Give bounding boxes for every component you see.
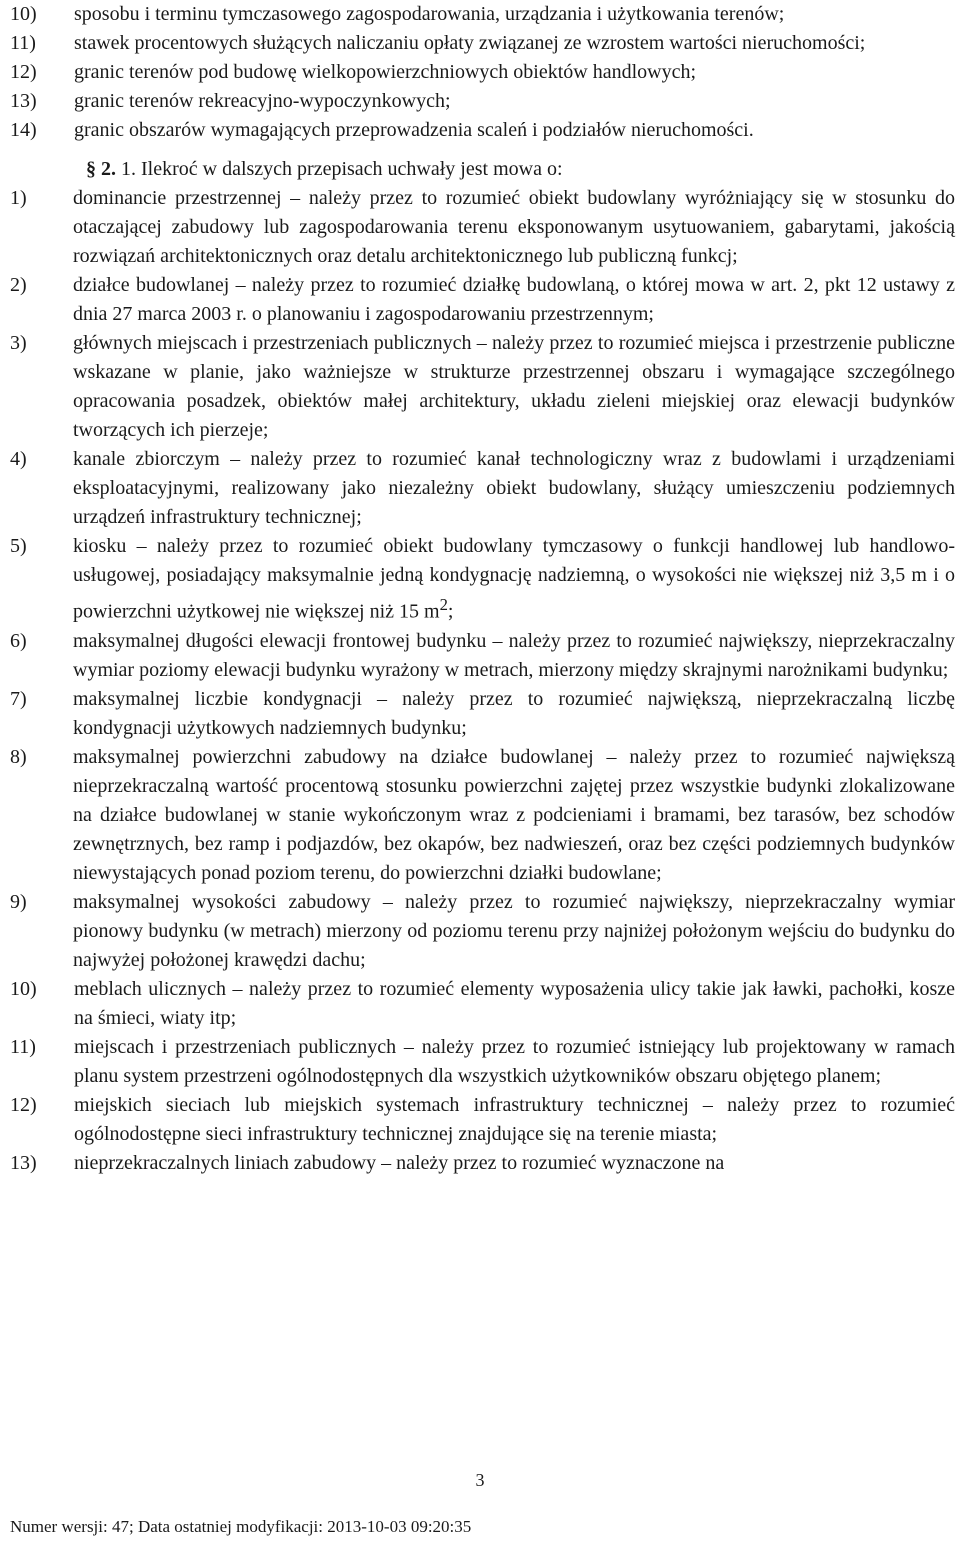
list-item — [10, 271, 955, 329]
list-item — [10, 58, 955, 87]
item-number: 7) — [10, 687, 27, 710]
item-number: 12) — [10, 1093, 37, 1116]
item-number: 3) — [10, 332, 27, 354]
item-number: 11) — [10, 1035, 36, 1058]
item-number: 8) — [10, 745, 27, 768]
superscript: 2 — [439, 595, 448, 614]
item-number: 10) — [10, 3, 37, 25]
item-text: granic obszarów wymagających przeprowadzenia scaleń i podziałów nieruchomości. — [74, 119, 754, 141]
item-text-end: ; — [447, 600, 454, 623]
item-text-wrapper — [73, 532, 955, 627]
list-item — [10, 87, 955, 116]
document-page — [10, 0, 955, 1178]
list-item — [10, 685, 955, 743]
list-item — [10, 29, 955, 58]
list-item — [10, 1149, 955, 1178]
list-item — [10, 975, 955, 1033]
item-number: 14) — [10, 119, 37, 141]
item-text: maksymalnej wysokości zabudowy – należy przez to rozumieć największy, nieprzekraczalny wymiar pionowy budynku (w metrach) mierzony od poziomu terenu przy najniżej położonym wejściu do budynku do najwyżej położonej krawędzi dachu; — [73, 890, 955, 971]
list-item — [10, 184, 955, 271]
item-number: 13) — [10, 1151, 37, 1174]
section-number: § 2. — [86, 158, 116, 180]
item-text: kanale zbiorczym – należy przez to rozumieć kanał technologiczny wraz z budowlami i urządzeniami eksploatacyjnymi, realizowany jako niezależny obiekt budowlany, służący umieszczeniu podziemnych urządzeń infrastruktury technicznej; — [73, 448, 955, 528]
item-text: sposobu i terminu tymczasowego zagospodarowania, urządzania i użytkowania terenów; — [74, 3, 785, 25]
version-footer: Numer wersji: 47; Data ostatniej modyfikacji: 2013-10-03 09:20:35 — [10, 1517, 472, 1536]
item-number: 6) — [10, 629, 27, 652]
list-item — [10, 888, 955, 975]
item-number: 4) — [10, 448, 27, 470]
item-text: miejscach i przestrzeniach publicznych – należy przez to rozumieć istniejący lub projektowany w ramach planu system przestrzeni ogólnodostępnych dla wszystkich użytkowników obszaru objętego planem; — [74, 1035, 955, 1087]
item-text: granic terenów pod budowę wielkopowierzchniowych obiektów handlowych; — [74, 61, 697, 83]
item-number: 5) — [10, 535, 27, 557]
section-heading — [10, 155, 955, 184]
item-text: działce budowlanej – należy przez to rozumieć działkę budowlaną, o której mowa w art. 2, pkt 12 ustawy z dnia 27 marca 2003 r. o planowaniu i zagospodarowaniu przestrzennym; — [73, 274, 955, 325]
item-number: 11) — [10, 32, 36, 54]
item-text: miejskich sieciach lub miejskich systemach infrastruktury technicznej – należy przez to rozumieć ogólnodostępne sieci infrastruktury technicznej znajdujące się na terenie miasta; — [74, 1093, 955, 1145]
list-item — [10, 329, 955, 445]
item-text: maksymalnej liczbie kondygnacji – należy przez to rozumieć największą, nieprzekraczalną liczbę kondygnacji użytkowych nadziemnych budynku; — [73, 687, 955, 739]
list-item — [10, 0, 955, 29]
list-item — [10, 445, 955, 532]
item-number: 13) — [10, 90, 37, 112]
item-text: nieprzekraczalnych liniach zabudowy – należy przez to rozumieć wyznaczone na — [74, 1151, 725, 1174]
item-number: 10) — [10, 977, 37, 1000]
list-item — [10, 627, 955, 685]
section-lead: 1. Ilekroć w dalszych przepisach uchwały jest mowa o: — [121, 158, 563, 180]
item-text: meblach ulicznych – należy przez to rozumieć elementy wyposażenia ulicy takie jak ławki, pachołki, kosze na śmieci, wiaty itp; — [74, 977, 955, 1029]
list-item — [10, 1091, 955, 1149]
continuation-list — [10, 0, 955, 145]
item-text: maksymalnej powierzchni zabudowy na działce budowlanej – należy przez to rozumieć największą nieprzekraczalną wartość procentową stosunku powierzchni zajętej przez wszystkie budynki zlokalizowane na działce budowlanej w stanie wykończonym wraz z podcieniami i bramami, bez tarasów, bez schodów zewnętrznych, bez ramp i podjazdów, bez okapów, bez nadwieszeń, oraz bez części podziemnych budynków niewystających ponad poziom terenu, do powierzchni działki budowlane; — [73, 745, 955, 884]
item-text: maksymalnej długości elewacji frontowej budynku – należy przez to rozumieć największy, nieprzekraczalny wymiar poziomy elewacji budynku wyrażony w metrach, mierzony między skrajnymi narożnikami budynku; — [73, 629, 955, 681]
list-item — [10, 116, 955, 145]
item-number: 2) — [10, 274, 27, 296]
item-text: kiosku – należy przez to rozumieć obiekt budowlany tymczasowy o funkcji handlowej lub handlowo-usługowej, posiadający maksymalnie jedną kondygnację nadziemną, o wysokości nie większej niż 3,5 m i o powierzchni użytkowej nie większej niż 15 m — [73, 535, 955, 623]
item-number: 12) — [10, 61, 37, 83]
item-text: głównych miejscach i przestrzeniach publicznych – należy przez to rozumieć miejsca i przestrzenie publiczne wskazane w planie, jako ważniejsze w strukturze przestrzennej obszaru i wymagające szczególnego opracowania posadzek, obiektów małej architektury, układu zieleni miejskiej oraz elewacji budynków tworzących ich pierzeje; — [73, 332, 955, 441]
definitions-list — [10, 184, 955, 1178]
item-number: 9) — [10, 890, 27, 913]
list-item — [10, 1033, 955, 1091]
page-number: 3 — [475, 1470, 485, 1490]
list-item — [10, 532, 955, 627]
item-number: 1) — [10, 187, 27, 209]
item-text: granic terenów rekreacyjno-wypoczynkowych; — [74, 90, 451, 112]
list-item — [10, 743, 955, 888]
item-text: dominancie przestrzennej – należy przez to rozumieć obiekt budowlany wyróżniający się w stosunku do otaczającej zabudowy lub zagospodarowania terenu eksponowanym usytuowaniem, gabarytami, jakością rozwiązań architektonicznych oraz detalu architektonicznego lub publiczną funkcj; — [73, 187, 955, 267]
item-text: stawek procentowych służących naliczaniu opłaty związanej ze wzrostem wartości nieruchomości; — [74, 32, 866, 54]
